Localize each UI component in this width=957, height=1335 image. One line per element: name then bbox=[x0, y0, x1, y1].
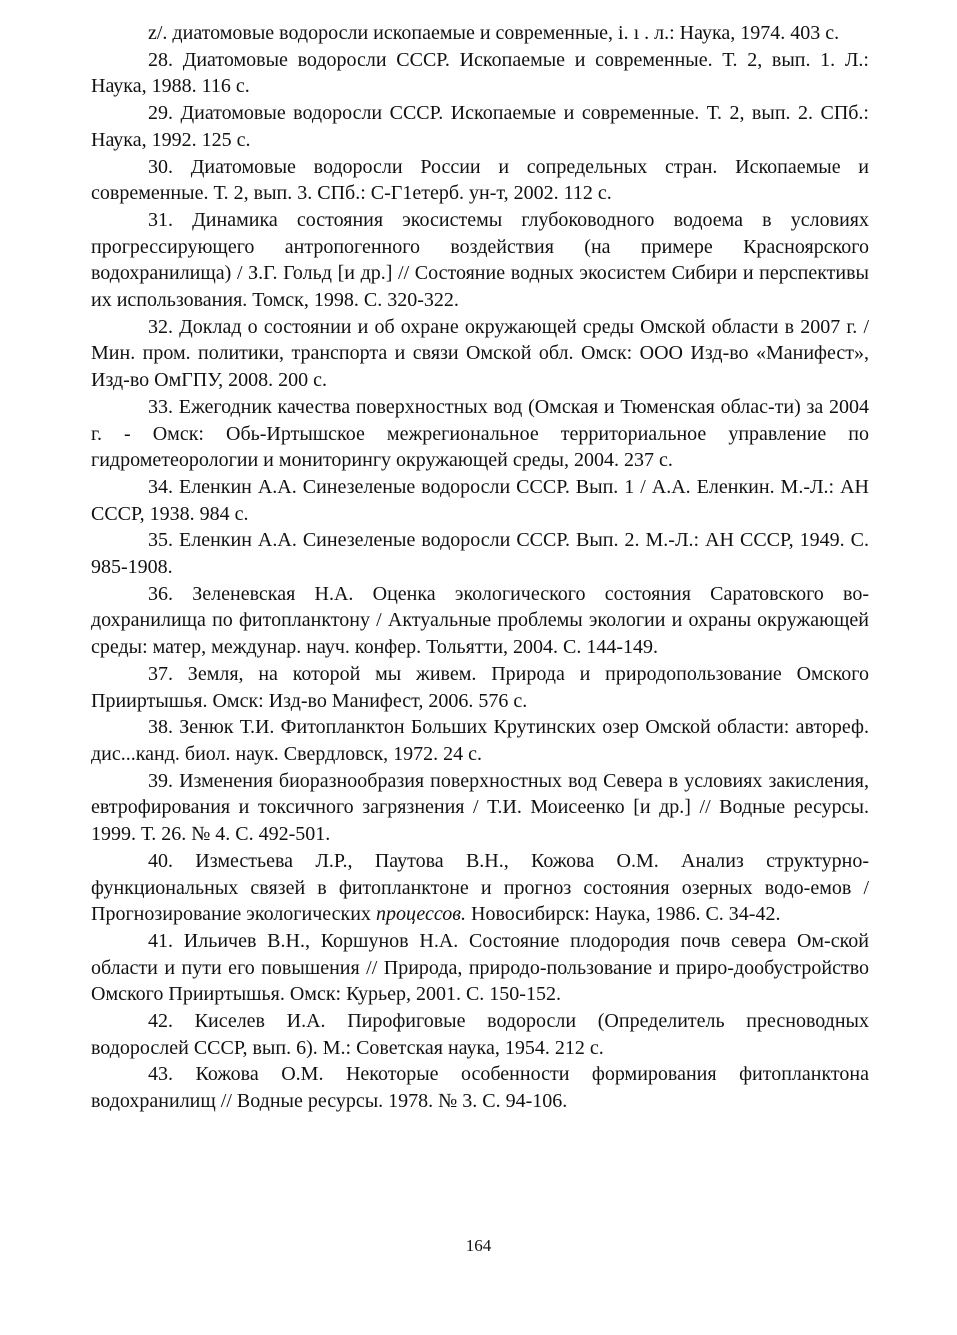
reference-entry-37: 37. Земля, на которой мы живем. Природа и природопользование Омского Прииртышья. Омск: Изд-во Манифест, 2006. 576 с. bbox=[91, 662, 869, 712]
page-number: 164 bbox=[465, 1236, 492, 1255]
reference-entry-38: 38. Зенюк Т.И. Фитопланктон Больших Крутинских озер Омской области: автореф. дис...канд. биол. наук. Свердловск, 1972. 24 с. bbox=[91, 716, 869, 765]
reference-entry-27: z/. диатомовые водоросли ископаемые и современные, i. ı . л.: Наука, 1974. 403 с. bbox=[148, 22, 840, 44]
reference-entry-34: 34. Еленкин А.А. Синезеленые водоросли СССР. Вып. 1 / А.А. Еленкин. М.-Л.: АН СССР, 1938. 984 с. bbox=[91, 475, 869, 525]
reference-entry-42: 42. Киселев И.А. Пирофиговые водоросли (Определитель пресноводных водорослей СССР, вып. 6). М.: Советская наука, 1954. 212 с. bbox=[91, 1010, 869, 1059]
reference-entry-40-text-after: Новосибирск: Наука, 1986. С. 34-42. bbox=[466, 903, 781, 926]
reference-entry-32: 32. Доклад о состоянии и об охране окружающей среды Омской области в 2007 г. / Мин. пром. политики, транспорта и связи Омской обл. Омск: ООО Изд-во «Манифест», Изд-во ОмГПУ, 2008. 200 с. bbox=[91, 315, 869, 392]
reference-entry-36: 36. Зеленевская Н.А. Оценка экологического состояния Саратовского во-дохранилища по фитопланктону / Актуальные проблемы экологии и охраны окружающей среды: матер, междунар. науч. конфер. Тольятти, 2004. С. 144-149. bbox=[91, 582, 869, 659]
reference-entry-31: 31. Динамика состояния экосистемы глубоководного водоема в условиях прогрессирующего антропогенного воздействия (на примере Красноярского водохранилища) / З.Г. Гольд [и др.] // Состояние водных экосистем Сибири и перспективы их использования. Томск, 1998. С. 320-322. bbox=[91, 208, 869, 312]
reference-entry-30: 30. Диатомовые водоросли России и сопредельных стран. Ископаемые и современные. Т. 2, вып. 3. СПб.: С-Г1етерб. ун-т, 2002. 112 с. bbox=[91, 155, 869, 205]
reference-entry-43: 43. Кожова О.М. Некоторые особенности формирования фитопланктона водохранилищ // Водные ресурсы. 1978. № 3. С. 94-106. bbox=[91, 1063, 869, 1113]
reference-entry-41: 41. Ильичев В.Н., Коршунов Н.А. Состояние плодородия почв севера Ом-ской области и пути его повышения // Природа, природо-пользование и приро-дообустройство Омского Прииртышья. Омск: Курьер, 2001. С. 150-152. bbox=[91, 929, 869, 1006]
reference-entry-33: 33. Ежегодник качества поверхностных вод (Омская и Тюменская облас-ти) за 2004 г. - Омск: Обь-Иртышское межрегиональное территориальное управление по гидрометеорологии и мониторингу окружающей среды, 2004. 237 с. bbox=[91, 395, 869, 472]
reference-entry-35: 35. Еленкин А.А. Синезеленые водоросли СССР. Вып. 2. М.-Л.: АН СССР, 1949. С. 985-1908. bbox=[91, 529, 869, 579]
reference-entry-40-italic: процессов. bbox=[375, 903, 466, 926]
reference-entry-40-text-before: 40. Изместьева Л.Р., Паутова В.Н., Кожова О.М. Анализ структурно-функциональных связей в фитопланктоне и прогноз состояния озерных водо-емов / Прогнозирование экологических bbox=[91, 849, 869, 926]
reference-list bbox=[91, 20, 869, 1115]
reference-entry-40 bbox=[91, 848, 869, 928]
reference-entry-28: 28. Диатомовые водоросли СССР. Ископаемые и современные. Т. 2, вып. 1. Л.: Наука, 1988. 116 с. bbox=[91, 48, 869, 98]
reference-entry-29: 29. Диатомовые водоросли СССР. Ископаемые и современные. Т. 2, вып. 2. СПб.: Наука, 1992. 125 с. bbox=[91, 102, 869, 151]
reference-entry-39: 39. Изменения биоразнообразия поверхностных вод Севера в условиях закисления, евтрофирования и токсичного загрязнения / Т.И. Моисеенко [и др.] // Водные ресурсы. 1999. Т. 26. № 4. С. 492-501. bbox=[91, 769, 869, 846]
